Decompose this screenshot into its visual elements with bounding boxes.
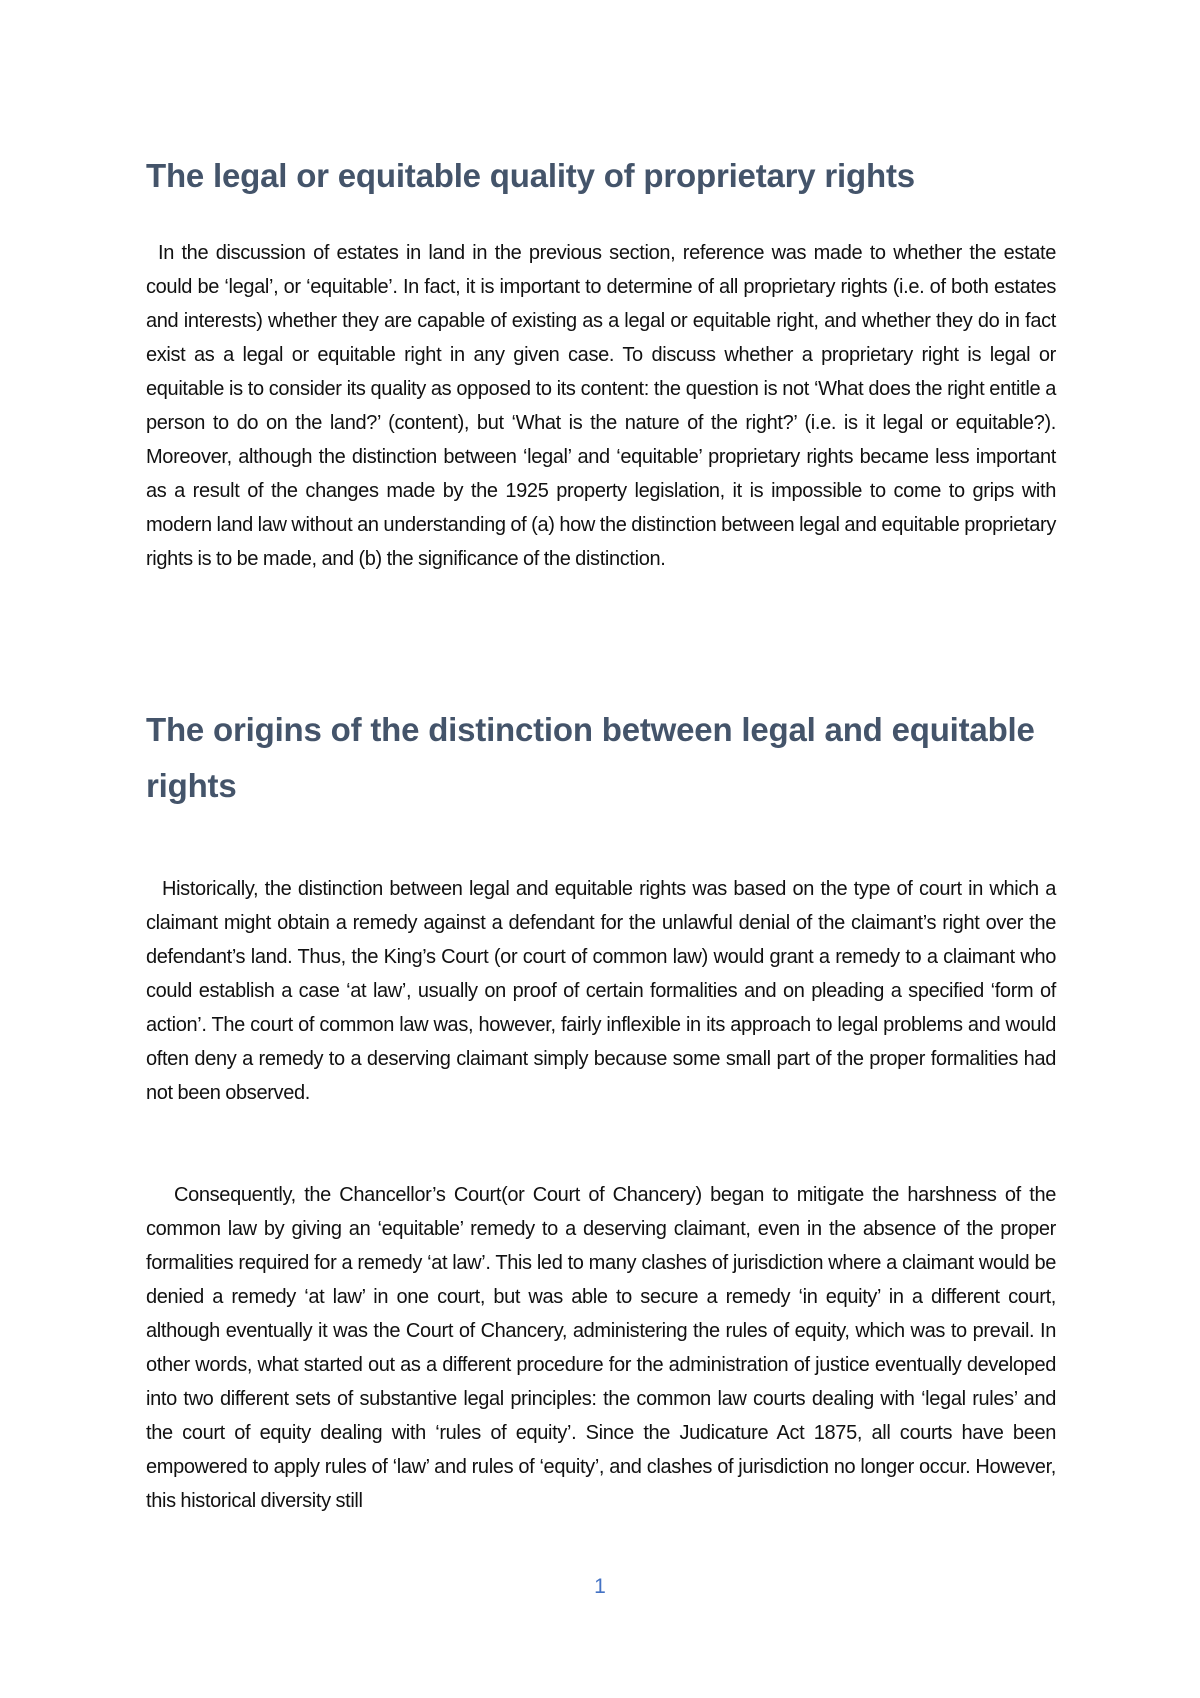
paragraph-historically: Historically, the distinction between legal and equitable rights was based on the type of court in which a claimant might obtain a remedy against a defendant for the unlawful denial of the claimant’s right over the defendant’s land. Thus, the King’s Court (or court of common law) would grant a remedy to a claimant who could establish a case ‘at law’, usually on proof of certain formalities and on pleading a specified ‘form of action’. The court of common law was, however, fairly inflexible in its approach to legal problems and would often deny a remedy to a deserving claimant simply because some small part of the proper formalities had not been observed.	[146, 878, 1056, 1104]
paragraph-consequently: Consequently, the Chancellor’s Court(or Court of Chancery) began to mitigate the harshness of the common law by giving an ‘equitable’ remedy to a deserving claimant, even in the absence of the proper formalities required for a remedy ‘at law’. This led to many clashes of jurisdiction where a claimant would be denied a remedy ‘at law’ in one court, but was able to secure a remedy ‘in equity’ in a different court, although eventually it was the Court of Chancery, administering the rules of equity, which was to prevail. In other words, what started out as a different procedure for the administration of justice eventually developed into two different sets of substantive legal principles: the common law courts dealing with ‘legal rules’ and the court of equity dealing with ‘rules of equity’. Since the Judicature Act 1875, all courts have been empowered to apply rules of ‘law’ and rules of ‘equity’, and clashes of jurisdiction no longer occur. However, this historical diversity still	[146, 1184, 1056, 1512]
section-heading-legal-equitable-quality: The legal or equitable quality of proprietary rights	[146, 157, 915, 194]
section-heading-origins-of-distinction: The origins of the distinction between legal and equitable rights	[146, 711, 1035, 804]
page-number: 1	[594, 1575, 606, 1598]
paragraph-legal-equitable-quality: In the discussion of estates in land in the previous section, reference was made to whether the estate could be ‘legal’, or ‘equitable’. In fact, it is important to determine of all proprietary rights (i.e. of both estates and interests) whether they are capable of existing as a legal or equitable right, and whether they do in fact exist as a legal or equitable right in any given case. To discuss whether a proprietary right is legal or equitable is to consider its quality as opposed to its content: the question is not ‘What does the right entitle a person to do on the land?’ (content), but ‘What is the nature of the right?’ (i.e. is it legal or equitable?). Moreover, although the distinction between ‘legal’ and ‘equitable’ proprietary rights became less important as a result of the changes made by the 1925 property legislation, it is impossible to come to grips with modern land law without an understanding of (a) how the distinction between legal and equitable proprietary rights is to be made, and (b) the significance of the distinction.	[146, 242, 1056, 570]
